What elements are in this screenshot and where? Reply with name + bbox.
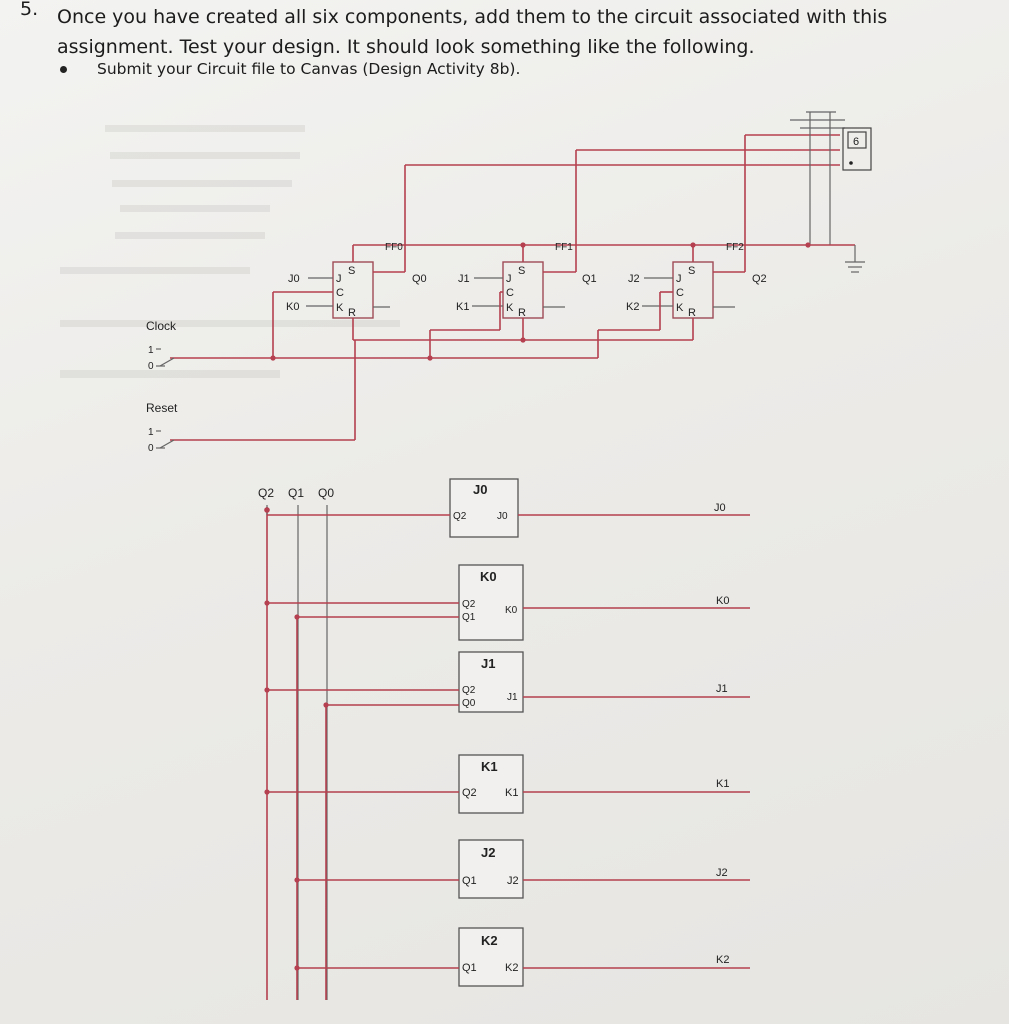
svg-text:Q2: Q2 (462, 787, 477, 799)
instruction-line-2: assignment. Test your design. It should look something like the following. (57, 36, 755, 58)
svg-text:C: C (506, 287, 514, 299)
svg-text:S: S (688, 265, 696, 277)
ff0-j-input: J0 (288, 273, 300, 285)
svg-text:S: S (518, 265, 526, 277)
tunnel-k2: K2 (716, 954, 730, 966)
svg-text:R: R (518, 307, 526, 319)
svg-text:Q2: Q2 (462, 685, 476, 696)
svg-text:J2: J2 (507, 875, 519, 887)
svg-text:K0: K0 (480, 569, 497, 584)
svg-text:K0: K0 (505, 605, 518, 616)
svg-text:K: K (506, 302, 514, 314)
bus-label-q2: Q2 (258, 486, 275, 500)
tunnel-j1: J1 (716, 683, 728, 695)
bus-label-q1: Q1 (288, 486, 305, 500)
hex-display (843, 128, 871, 170)
svg-text:J2: J2 (481, 845, 496, 860)
svg-text:Q1: Q1 (462, 612, 476, 623)
svg-text:1: 1 (148, 427, 154, 438)
logic-block-k1 (264, 755, 750, 813)
svg-text:K: K (676, 302, 684, 314)
tunnel-k1: K1 (716, 778, 730, 790)
ff2-j-input: J2 (628, 273, 640, 285)
reset-label: Reset (146, 401, 178, 415)
svg-text:R: R (688, 307, 696, 319)
ff1-j-input: J1 (458, 273, 470, 285)
svg-text:K2: K2 (505, 962, 519, 974)
ff1-q-output: Q1 (582, 273, 597, 285)
svg-text:Q1: Q1 (462, 962, 477, 974)
bleed-through-marks (60, 125, 400, 378)
svg-text:R: R (348, 307, 356, 319)
tunnel-j0: J0 (714, 502, 726, 514)
q-bus (264, 505, 327, 1000)
svg-text:J0: J0 (473, 482, 488, 497)
tunnel-j2: J2 (716, 867, 728, 879)
svg-text:K1: K1 (505, 787, 519, 799)
svg-text:Q2: Q2 (462, 599, 476, 610)
clock-reset-wiring (170, 292, 693, 440)
ff1-k-input: K1 (456, 301, 470, 313)
ground-icon (845, 245, 865, 272)
svg-text:J: J (506, 273, 512, 285)
svg-text:0: 0 (148, 361, 154, 372)
tunnel-k0: K0 (716, 595, 730, 607)
svg-text:J: J (676, 273, 682, 285)
display-bus (405, 112, 845, 272)
svg-text:Q0: Q0 (462, 698, 476, 709)
svg-text:S: S (348, 265, 356, 277)
ff2-q-output: Q2 (752, 273, 767, 285)
instruction-line-1: Once you have created all six components, add them to the circuit associated with this (57, 6, 888, 28)
svg-text:0: 0 (148, 443, 154, 454)
svg-text:K: K (336, 302, 344, 314)
ff2-k-input: K2 (626, 301, 640, 313)
ff0-label: FF0 (385, 242, 403, 253)
svg-text:C: C (676, 287, 684, 299)
svg-text:C: C (336, 287, 344, 299)
ff0-q-output: Q0 (412, 273, 427, 285)
reset-input[interactable] (146, 401, 178, 454)
submit-text: Submit your Circuit file to Canvas (Design Activity 8b). (97, 60, 521, 78)
svg-text:J0: J0 (497, 511, 508, 522)
svg-text:1: 1 (148, 345, 154, 356)
logic-block-k2 (294, 928, 750, 986)
ff-bus (353, 242, 855, 262)
svg-text:J: J (336, 273, 342, 285)
svg-text:K1: K1 (481, 759, 498, 774)
svg-text:Q2: Q2 (453, 511, 467, 522)
logic-block-k0 (264, 565, 750, 640)
clock-label: Clock (146, 319, 177, 333)
logic-block-j2 (294, 840, 750, 898)
svg-text:Q1: Q1 (462, 875, 477, 887)
ff1-label: FF1 (555, 242, 573, 253)
step-number: 5. (20, 0, 39, 20)
clock-input[interactable] (146, 319, 177, 372)
ff0-k-input: K0 (286, 301, 300, 313)
display-value: 6 (853, 136, 860, 148)
svg-text:J1: J1 (507, 692, 518, 703)
bus-label-q0: Q0 (318, 486, 335, 500)
svg-text:J1: J1 (481, 656, 496, 671)
logic-block-j1 (264, 652, 750, 712)
logic-block-j0 (267, 479, 750, 537)
ff2-label: FF2 (726, 242, 744, 253)
svg-text:K2: K2 (481, 933, 498, 948)
